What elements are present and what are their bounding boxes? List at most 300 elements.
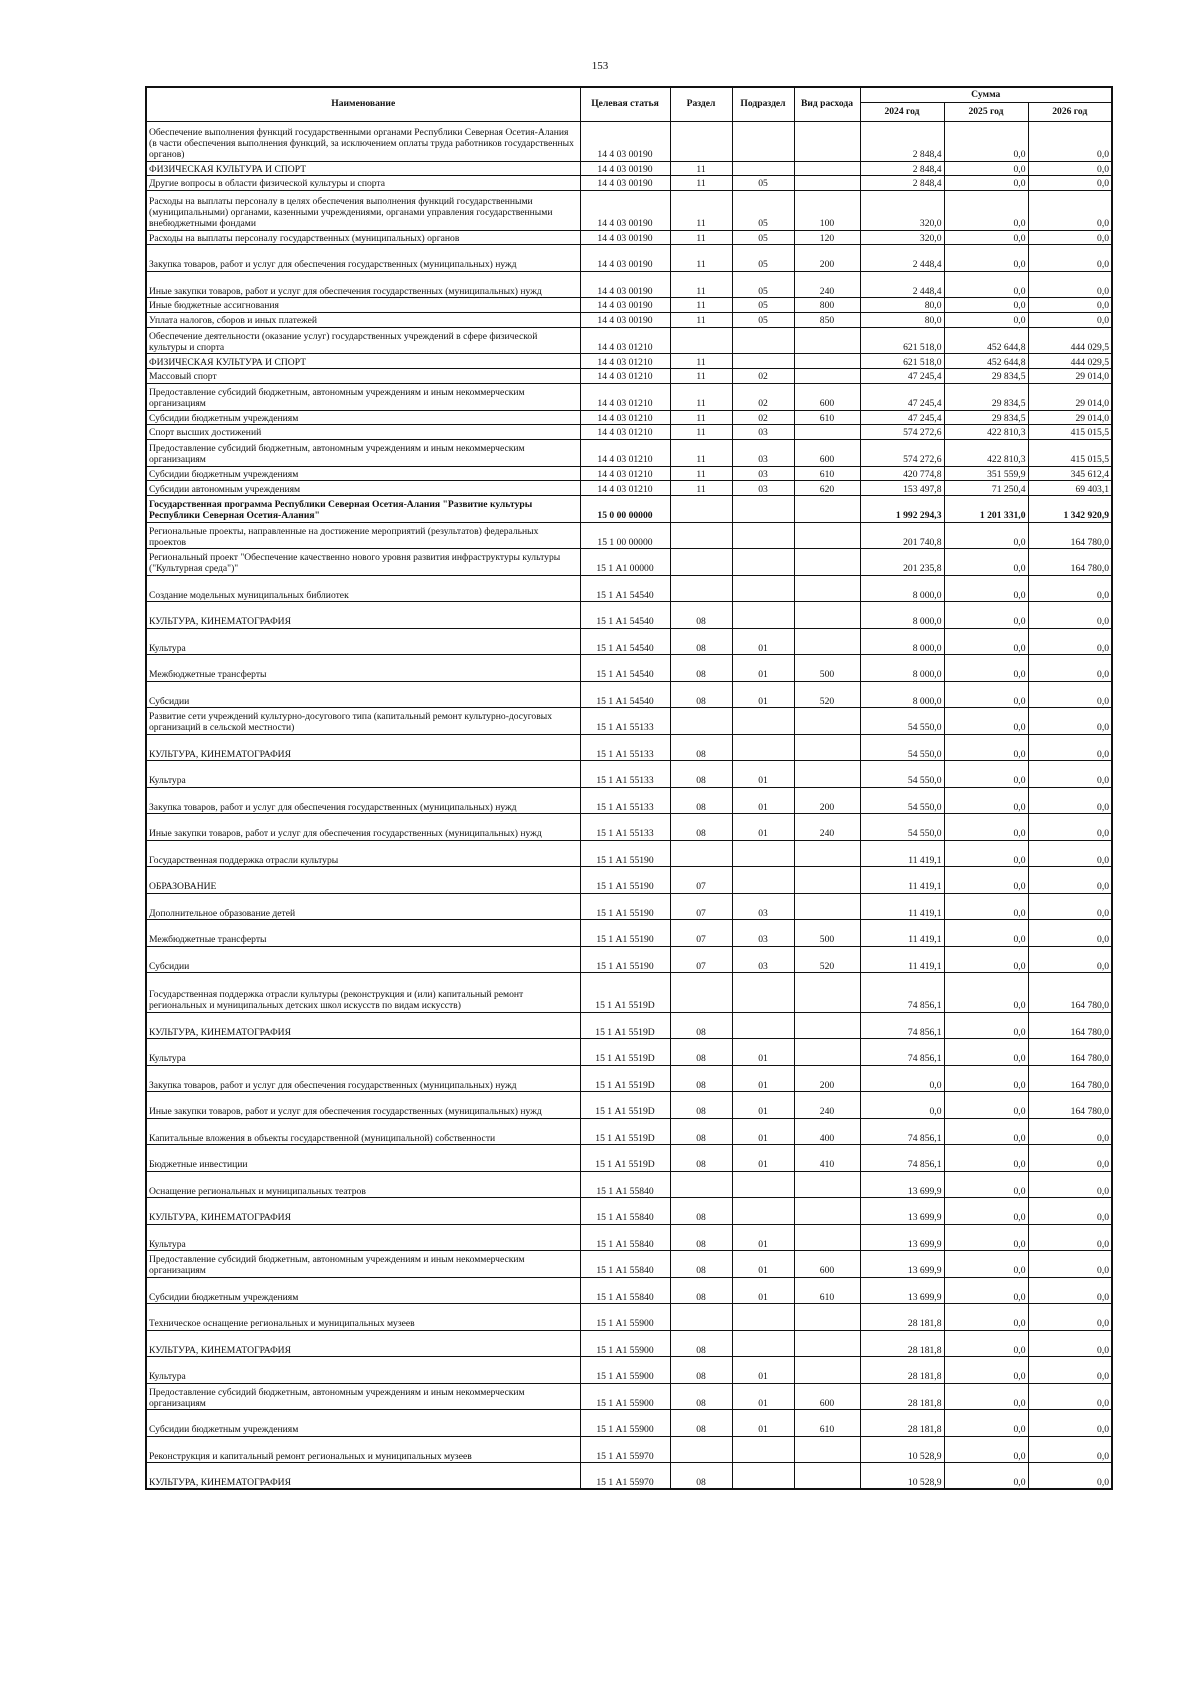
cell-type [794,602,860,629]
cell-2025: 0,0 [944,176,1028,191]
table-row [146,1410,1112,1437]
cell-name: КУЛЬТУРА, КИНЕМАТОГРАФИЯ [146,1463,580,1490]
cell-type: 200 [794,787,860,814]
table-row [146,122,1112,162]
cell-type [794,761,860,788]
cell-section [670,327,732,354]
cell-2024: 47 245,4 [860,369,944,384]
cell-subsection [732,1304,794,1331]
cell-section: 11 [670,245,732,272]
cell-target: 15 1 А1 55840 [580,1251,670,1278]
table-row [146,425,1112,440]
cell-2024: 574 272,6 [860,440,944,467]
cell-2025: 0,0 [944,1012,1028,1039]
cell-section: 11 [670,440,732,467]
cell-2025: 0,0 [944,1357,1028,1384]
cell-type: 410 [794,1145,860,1172]
cell-2025: 0,0 [944,1171,1028,1198]
cell-target: 14 4 03 00190 [580,271,670,298]
table-row [146,1304,1112,1331]
cell-2026: 0,0 [1028,245,1112,272]
cell-target: 15 0 00 00000 [580,496,670,523]
table-row [146,893,1112,920]
cell-name: Субсидии бюджетным учреждениям [146,466,580,481]
cell-2025: 0,0 [944,161,1028,176]
cell-subsection: 03 [732,466,794,481]
cell-subsection [732,1198,794,1225]
cell-2026: 0,0 [1028,1304,1112,1331]
cell-subsection [732,1330,794,1357]
cell-name: ОБРАЗОВАНИЕ [146,867,580,894]
cell-2024: 8 000,0 [860,628,944,655]
cell-2025: 0,0 [944,1410,1028,1437]
cell-name: Закупка товаров, работ и услуг для обеспечения государственных (муниципальных) нужд [146,787,580,814]
cell-subsection: 03 [732,425,794,440]
cell-name: Спорт высших достижений [146,425,580,440]
table-row [146,161,1112,176]
cell-2026: 0,0 [1028,1198,1112,1225]
cell-subsection: 01 [732,1065,794,1092]
cell-subsection: 01 [732,814,794,841]
cell-2024: 13 699,9 [860,1277,944,1304]
cell-name: Государственная программа Республики Северная Осетия-Алания "Развитие культуры Республики Северная Осетия-Алания" [146,496,580,523]
cell-section: 08 [670,1065,732,1092]
cell-type: 610 [794,1277,860,1304]
cell-section: 08 [670,1224,732,1251]
cell-target: 14 4 03 01210 [580,384,670,411]
cell-target: 15 1 А1 55900 [580,1383,670,1410]
cell-type [794,522,860,549]
cell-subsection [732,840,794,867]
cell-2024: 80,0 [860,313,944,328]
cell-subsection: 05 [732,271,794,298]
cell-2026: 0,0 [1028,1251,1112,1278]
cell-2024: 28 181,8 [860,1410,944,1437]
cell-name: Региональные проекты, направленные на достижение мероприятий (результатов) федеральных проектов [146,522,580,549]
cell-2026: 0,0 [1028,734,1112,761]
cell-name: Субсидии [146,681,580,708]
col-header-sum: Сумма [860,87,1112,103]
cell-section: 08 [670,787,732,814]
cell-section: 08 [670,655,732,682]
cell-section: 08 [670,1410,732,1437]
cell-2026: 415 015,5 [1028,425,1112,440]
cell-2025: 0,0 [944,1224,1028,1251]
cell-subsection [732,1012,794,1039]
cell-name: КУЛЬТУРА, КИНЕМАТОГРАФИЯ [146,602,580,629]
cell-2024: 74 856,1 [860,1145,944,1172]
cell-2025: 0,0 [944,761,1028,788]
cell-2026: 0,0 [1028,1330,1112,1357]
cell-subsection: 01 [732,761,794,788]
cell-target: 15 1 00 00000 [580,522,670,549]
cell-subsection: 01 [732,1039,794,1066]
cell-type [794,867,860,894]
cell-section [670,1171,732,1198]
cell-2025: 0,0 [944,1383,1028,1410]
cell-2024: 2 848,4 [860,122,944,162]
cell-subsection [732,1171,794,1198]
cell-section: 08 [670,734,732,761]
cell-2024: 13 699,9 [860,1251,944,1278]
cell-2026: 0,0 [1028,708,1112,735]
cell-2026: 0,0 [1028,1224,1112,1251]
cell-subsection [732,122,794,162]
cell-2026: 0,0 [1028,313,1112,328]
table-row [146,787,1112,814]
cell-2025: 0,0 [944,655,1028,682]
cell-target: 14 4 03 01210 [580,466,670,481]
cell-subsection [732,549,794,576]
cell-section: 08 [670,1357,732,1384]
cell-2024: 13 699,9 [860,1198,944,1225]
cell-2025: 0,0 [944,681,1028,708]
cell-2024: 28 181,8 [860,1330,944,1357]
cell-2025: 0,0 [944,920,1028,947]
cell-section: 11 [670,313,732,328]
cell-2025: 0,0 [944,787,1028,814]
cell-name: Реконструкция и капитальный ремонт региональных и муниципальных музеев [146,1436,580,1463]
cell-name: Субсидии бюджетным учреждениям [146,410,580,425]
cell-2024: 574 272,6 [860,425,944,440]
cell-subsection [732,734,794,761]
cell-type: 200 [794,245,860,272]
col-header-type: Вид расхода [794,87,860,122]
cell-name: Расходы на выплаты персоналу государственных (муниципальных) органов [146,230,580,245]
cell-2026: 444 029,5 [1028,327,1112,354]
cell-2024: 54 550,0 [860,787,944,814]
cell-2024: 621 518,0 [860,327,944,354]
cell-section: 11 [670,384,732,411]
cell-section: 08 [670,1277,732,1304]
cell-2026: 1 342 920,9 [1028,496,1112,523]
cell-2024: 1 992 294,3 [860,496,944,523]
cell-type: 610 [794,1410,860,1437]
cell-2025: 452 644,8 [944,327,1028,354]
cell-2024: 621 518,0 [860,354,944,369]
table-row [146,245,1112,272]
cell-type: 610 [794,410,860,425]
cell-2026: 164 780,0 [1028,973,1112,1013]
table-row [146,708,1112,735]
cell-2026: 0,0 [1028,1118,1112,1145]
cell-target: 14 4 03 01210 [580,354,670,369]
cell-type [794,122,860,162]
cell-name: Предоставление субсидий бюджетным, автономным учреждениям и иным некоммерческим организациям [146,384,580,411]
cell-2024: 10 528,9 [860,1463,944,1490]
cell-target: 15 1 А1 00000 [580,549,670,576]
cell-subsection: 03 [732,893,794,920]
cell-section: 08 [670,1330,732,1357]
table-row [146,1198,1112,1225]
cell-section: 11 [670,425,732,440]
cell-name: Иные закупки товаров, работ и услуг для обеспечения государственных (муниципальных) нужд [146,271,580,298]
cell-target: 14 4 03 00190 [580,313,670,328]
cell-target: 14 4 03 00190 [580,298,670,313]
cell-name: Региональный проект "Обеспечение качественно нового уровня развития инфраструктуры культуры ("Культурная среда")" [146,549,580,576]
cell-type [794,1171,860,1198]
cell-2026: 29 014,0 [1028,369,1112,384]
cell-name: Закупка товаров, работ и услуг для обеспечения государственных (муниципальных) нужд [146,245,580,272]
cell-name: КУЛЬТУРА, КИНЕМАТОГРАФИЯ [146,1330,580,1357]
table-row [146,946,1112,973]
cell-2026: 0,0 [1028,161,1112,176]
cell-2024: 80,0 [860,298,944,313]
cell-2024: 320,0 [860,230,944,245]
cell-subsection: 01 [732,1277,794,1304]
cell-target: 14 4 03 00190 [580,122,670,162]
cell-type [794,734,860,761]
cell-target: 15 1 А1 55840 [580,1277,670,1304]
cell-section: 11 [670,298,732,313]
cell-subsection: 05 [732,313,794,328]
cell-2026: 0,0 [1028,176,1112,191]
cell-2025: 0,0 [944,893,1028,920]
cell-name: Субсидии бюджетным учреждениям [146,1410,580,1437]
cell-2025: 0,0 [944,1092,1028,1119]
table-row [146,602,1112,629]
cell-section: 11 [670,410,732,425]
table-row [146,920,1112,947]
cell-target: 14 4 03 01210 [580,440,670,467]
cell-name: Иные закупки товаров, работ и услуг для обеспечения государственных (муниципальных) нужд [146,1092,580,1119]
cell-type [794,354,860,369]
cell-name: ФИЗИЧЕСКАЯ КУЛЬТУРА И СПОРТ [146,354,580,369]
cell-2024: 2 848,4 [860,176,944,191]
cell-2025: 0,0 [944,122,1028,162]
cell-2026: 164 780,0 [1028,1039,1112,1066]
cell-subsection: 05 [732,298,794,313]
table-row [146,761,1112,788]
cell-2025: 0,0 [944,1198,1028,1225]
budget-table [145,86,1113,1490]
table-row [146,354,1112,369]
cell-type [794,708,860,735]
cell-type: 600 [794,1251,860,1278]
cell-2025: 0,0 [944,867,1028,894]
cell-type [794,893,860,920]
cell-2026: 0,0 [1028,1463,1112,1490]
cell-2025: 0,0 [944,298,1028,313]
cell-2026: 164 780,0 [1028,522,1112,549]
cell-target: 15 1 А1 55970 [580,1436,670,1463]
cell-2025: 452 644,8 [944,354,1028,369]
cell-name: Государственная поддержка отрасли культуры (реконструкция и (или) капитальный ремонт региональных и муниципальных детских школ искусств по видам искусств) [146,973,580,1013]
cell-subsection: 01 [732,1118,794,1145]
cell-target: 14 4 03 01210 [580,327,670,354]
cell-2025: 0,0 [944,1436,1028,1463]
cell-subsection [732,575,794,602]
cell-2026: 0,0 [1028,298,1112,313]
cell-2026: 415 015,5 [1028,440,1112,467]
cell-target: 15 1 А1 55133 [580,708,670,735]
cell-target: 15 1 А1 5519D [580,1012,670,1039]
cell-type [794,1304,860,1331]
cell-type [794,549,860,576]
cell-name: Государственная поддержка отрасли культуры [146,840,580,867]
cell-2025: 1 201 331,0 [944,496,1028,523]
cell-type [794,327,860,354]
cell-name: Культура [146,1039,580,1066]
cell-2026: 69 403,1 [1028,481,1112,496]
cell-target: 15 1 А1 55133 [580,814,670,841]
table-row [146,384,1112,411]
cell-target: 15 1 А1 54540 [580,602,670,629]
col-header-target: Целевая статья [580,87,670,122]
table-row [146,1039,1112,1066]
cell-2026: 0,0 [1028,814,1112,841]
cell-target: 14 4 03 00190 [580,191,670,231]
cell-2024: 201 740,8 [860,522,944,549]
cell-name: ФИЗИЧЕСКАЯ КУЛЬТУРА И СПОРТ [146,161,580,176]
cell-2024: 201 235,8 [860,549,944,576]
cell-subsection: 05 [732,191,794,231]
cell-2026: 0,0 [1028,946,1112,973]
cell-section: 08 [670,1463,732,1490]
cell-2026: 0,0 [1028,840,1112,867]
table-row [146,734,1112,761]
cell-section: 11 [670,161,732,176]
cell-section [670,549,732,576]
cell-subsection: 01 [732,1092,794,1119]
cell-2025: 422 810,3 [944,440,1028,467]
table-row [146,496,1112,523]
cell-type [794,1224,860,1251]
cell-subsection [732,1463,794,1490]
cell-2025: 0,0 [944,271,1028,298]
cell-target: 14 4 03 00190 [580,176,670,191]
table-row [146,298,1112,313]
cell-2026: 0,0 [1028,1171,1112,1198]
cell-section: 08 [670,1251,732,1278]
cell-type: 500 [794,655,860,682]
cell-section: 08 [670,1145,732,1172]
col-header-name: Наименование [146,87,580,122]
cell-target: 15 1 А1 55840 [580,1171,670,1198]
cell-2026: 164 780,0 [1028,549,1112,576]
cell-type [794,425,860,440]
table-row [146,628,1112,655]
table-row [146,313,1112,328]
cell-2025: 0,0 [944,1118,1028,1145]
cell-2024: 8 000,0 [860,681,944,708]
cell-2025: 0,0 [944,549,1028,576]
col-header-2024: 2024 год [860,103,944,122]
cell-target: 15 1 А1 54540 [580,575,670,602]
cell-target: 15 1 А1 5519D [580,1065,670,1092]
cell-section: 11 [670,176,732,191]
cell-2026: 0,0 [1028,1145,1112,1172]
cell-2025: 0,0 [944,313,1028,328]
cell-type: 850 [794,313,860,328]
cell-2025: 0,0 [944,1277,1028,1304]
cell-section [670,122,732,162]
table-row [146,1171,1112,1198]
cell-target: 15 1 А1 55970 [580,1463,670,1490]
cell-name: Предоставление субсидий бюджетным, автономным учреждениям и иным некоммерческим организациям [146,440,580,467]
cell-target: 15 1 А1 55190 [580,893,670,920]
cell-subsection [732,327,794,354]
cell-2025: 0,0 [944,522,1028,549]
cell-2026: 0,0 [1028,271,1112,298]
cell-2025: 0,0 [944,191,1028,231]
cell-subsection: 02 [732,369,794,384]
table-row [146,440,1112,467]
cell-target: 15 1 А1 5519D [580,973,670,1013]
cell-type [794,1039,860,1066]
cell-target: 15 1 А1 55133 [580,787,670,814]
cell-2025: 0,0 [944,708,1028,735]
cell-subsection: 05 [732,245,794,272]
cell-section: 08 [670,814,732,841]
cell-2025: 0,0 [944,814,1028,841]
cell-2025: 0,0 [944,245,1028,272]
cell-2025: 29 834,5 [944,369,1028,384]
cell-2024: 74 856,1 [860,1039,944,1066]
cell-subsection [732,973,794,1013]
table-row [146,481,1112,496]
cell-2026: 0,0 [1028,893,1112,920]
cell-name: Обеспечение выполнения функций государственными органами Республики Северная Осетия-Алания (в части обеспечения выполнения функций, за исключением оплаты труда работников государственных органов) [146,122,580,162]
cell-target: 15 1 А1 54540 [580,628,670,655]
cell-2024: 0,0 [860,1092,944,1119]
table-row [146,410,1112,425]
cell-section: 11 [670,354,732,369]
cell-type: 200 [794,1065,860,1092]
cell-type: 520 [794,681,860,708]
cell-subsection: 03 [732,920,794,947]
cell-subsection: 01 [732,681,794,708]
cell-subsection [732,161,794,176]
cell-2024: 11 419,1 [860,867,944,894]
cell-2024: 74 856,1 [860,973,944,1013]
cell-target: 15 1 А1 55190 [580,840,670,867]
cell-type: 600 [794,440,860,467]
cell-name: Субсидии [146,946,580,973]
table-row [146,1224,1112,1251]
cell-type: 800 [794,298,860,313]
cell-2026: 0,0 [1028,1357,1112,1384]
cell-2025: 0,0 [944,973,1028,1013]
cell-target: 15 1 А1 5519D [580,1118,670,1145]
cell-2024: 8 000,0 [860,602,944,629]
cell-type: 520 [794,946,860,973]
cell-type: 240 [794,814,860,841]
cell-name: Культура [146,1357,580,1384]
cell-2024: 47 245,4 [860,410,944,425]
cell-2024: 28 181,8 [860,1383,944,1410]
cell-subsection: 01 [732,1145,794,1172]
cell-section: 08 [670,1118,732,1145]
table-row [146,1118,1112,1145]
cell-2025: 0,0 [944,1304,1028,1331]
table-row [146,655,1112,682]
page-number: 153 [591,60,609,72]
cell-target: 14 4 03 00190 [580,245,670,272]
cell-section: 08 [670,1092,732,1119]
table-row [146,867,1112,894]
cell-type: 620 [794,481,860,496]
cell-target: 14 4 03 01210 [580,410,670,425]
cell-type: 600 [794,384,860,411]
cell-subsection [732,708,794,735]
cell-type [794,1330,860,1357]
cell-2025: 0,0 [944,734,1028,761]
table-body [146,122,1112,1490]
cell-type [794,1198,860,1225]
table-row [146,271,1112,298]
cell-2024: 13 699,9 [860,1224,944,1251]
